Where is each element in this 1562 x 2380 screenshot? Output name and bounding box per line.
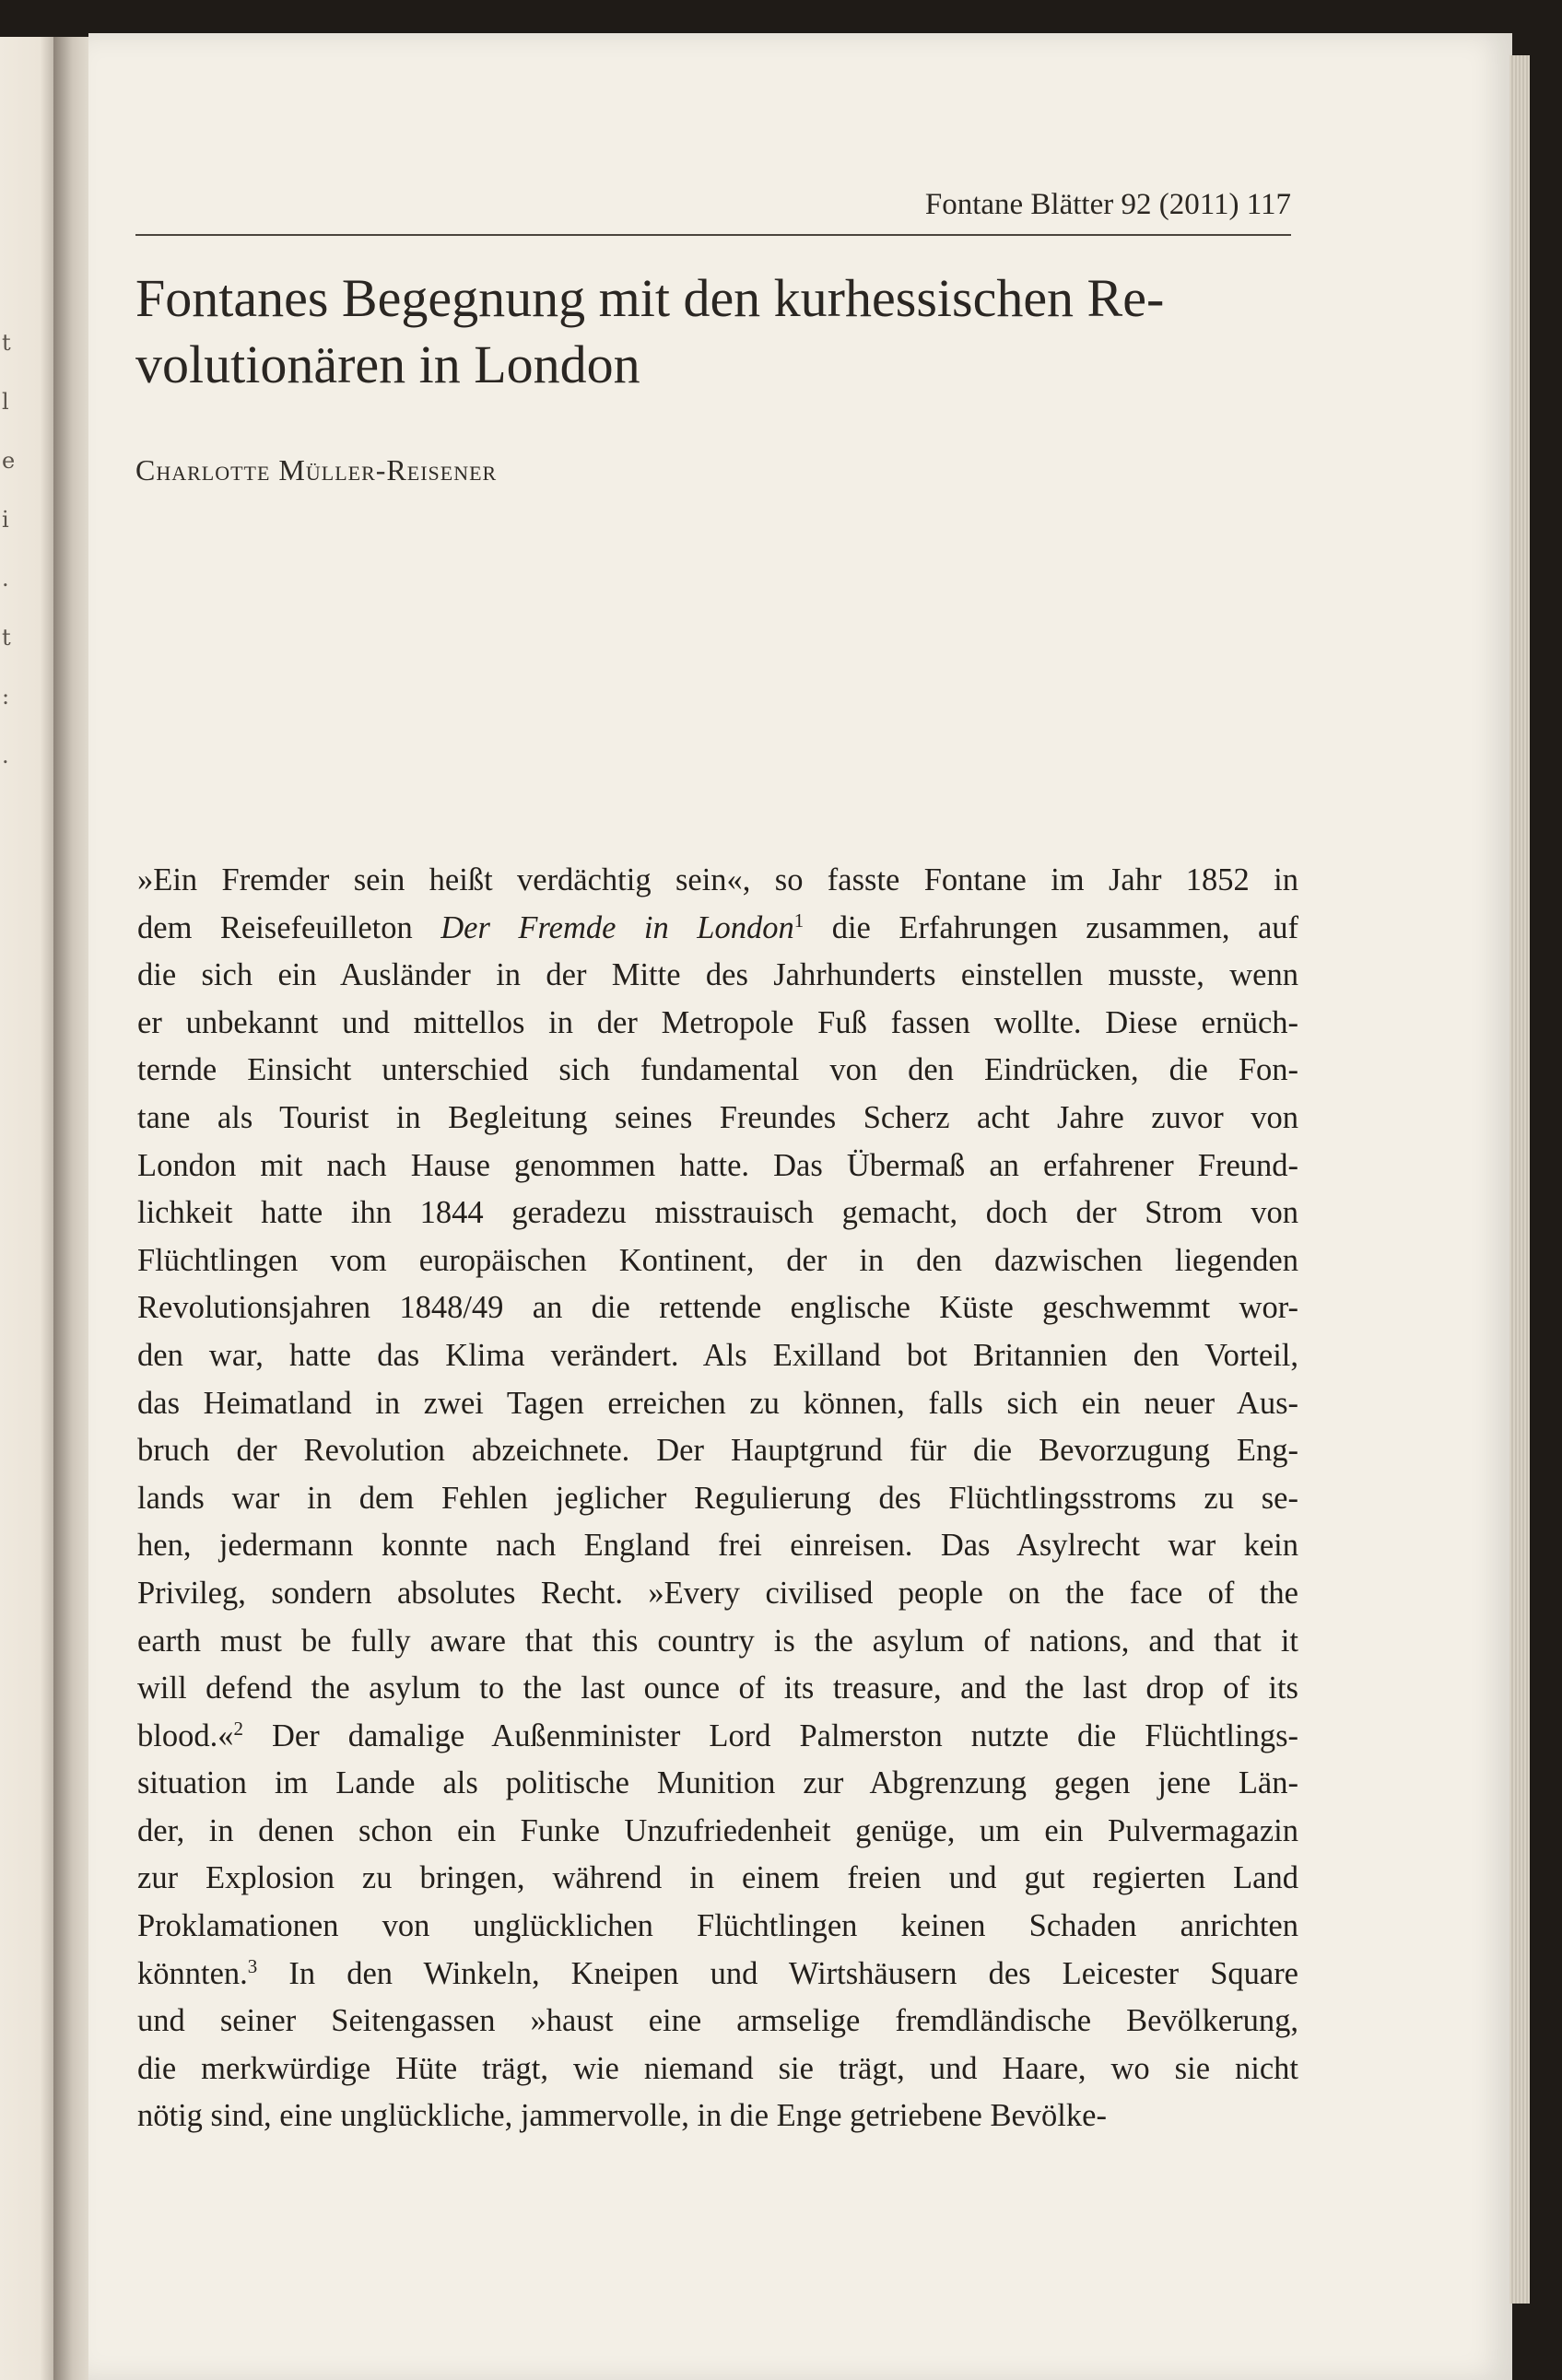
body-line: Proklamationen von unglücklichen Flüchtlingen keinen Schaden anrichten — [137, 1908, 1298, 1944]
running-head: Fontane Blätter 92 (2011) 117 — [924, 188, 1291, 221]
body-line: könnten.$^3$ In den Winkeln, Kneipen und Wirtshäusern des Leicester Square — [137, 1954, 1298, 1991]
page-edges-stack — [1509, 55, 1530, 2304]
body-line: lands war in dem Fehlen jeglicher Regulierung des Flüchtlingsstroms zu se- — [137, 1480, 1298, 1516]
article-title — [135, 265, 1306, 398]
body-line: tane als Tourist in Begleitung seines Freundes Scherz acht Jahre zuvor von — [137, 1099, 1298, 1135]
body-line: die sich ein Ausländer in der Mitte des Jahrhunderts einstellen musste, wenn — [137, 957, 1298, 993]
footnote-marker: 1 — [793, 909, 804, 932]
body-line: lichkeit hatte ihn 1844 geradezu misstrauisch gemacht, doch der Strom von — [137, 1195, 1298, 1231]
body-line: der, in denen schon ein Funke Unzufriedenheit genüge, um ein Pulvermagazin — [137, 1812, 1298, 1848]
body-line: er unbekannt und mittellos in der Metropole Fuß fassen wollte. Diese ernüch- — [137, 1004, 1298, 1040]
footnote-marker: 3 — [247, 1954, 258, 1977]
body-line: Privileg, sondern absolutes Recht. »Every civilised people on the face of the — [137, 1575, 1298, 1611]
title-line: Fontanes Begegnung mit den kurhessischen Re- — [135, 268, 1165, 328]
left-facing-page-edge — [0, 37, 57, 2380]
footnote-marker: 2 — [233, 1717, 243, 1740]
body-line: das Heimatland in zwei Tagen erreichen zu können, falls sich ein neuer Aus- — [137, 1385, 1298, 1421]
body-line: will defend the asylum to the last ounce of its treasure, and the last drop of its — [137, 1671, 1298, 1706]
body-paragraph — [137, 857, 1298, 2140]
header-rule — [135, 234, 1291, 236]
left-page-text-fragments: t l e i . t : . — [2, 330, 16, 768]
body-line: nötig sind, eine unglückliche, jammervolle, in die Enge getriebene Bevölke- — [137, 2098, 1107, 2134]
body-line: die merkwürdige Hüte trägt, wie niemand sie trägt, und Haare, wo sie nicht — [137, 2050, 1298, 2086]
body-line: hen, jedermann konnte nach England frei einreisen. Das Asylrecht war kein — [137, 1528, 1298, 1564]
body-line: earth must be fully aware that this country is the asylum of nations, and that it — [137, 1623, 1298, 1659]
title-line: volutionären in London — [135, 334, 640, 394]
body-line: Revolutionsjahren 1848/49 an die rettende englische Küste geschwemmt wor- — [137, 1290, 1298, 1326]
body-line: zur Explosion zu bringen, während in einem freien und gut regierten Land — [137, 1860, 1298, 1896]
body-line: dem Reisefeuilleton Der Fremde in London$^1$ die Erfahrungen zusammen, auf — [137, 909, 1299, 945]
body-line: »Ein Fremder sein heißt verdächtig sein«, so fasste Fontane im Jahr 1852 in — [137, 862, 1298, 897]
body-line: blood.«$^2$ Der damalige Außenminister Lord Palmerston nutzte die Flüchtlings- — [137, 1717, 1298, 1753]
body-line: bruch der Revolution abzeichnete. Der Hauptgrund für die Bevorzugung Eng- — [137, 1433, 1298, 1469]
author-name: Charlotte Müller-Reisener — [135, 453, 498, 487]
body-line: London mit nach Hause genommen hatte. Das Übermaß an erfahrener Freund- — [137, 1147, 1298, 1183]
body-line: situation im Lande als politische Munition zur Abgrenzung gegen jene Län- — [137, 1765, 1298, 1801]
body-line: den war, hatte das Klima verändert. Als Exilland bot Britannien den Vorteil, — [137, 1337, 1298, 1373]
body-line: und seiner Seitengassen »haust eine armselige fremdländische Bevölkerung, — [137, 2003, 1298, 2039]
body-line: ternde Einsicht unterschied sich fundamental von den Eindrücken, die Fon- — [137, 1052, 1298, 1088]
body-line: Flüchtlingen vom europäischen Kontinent, der in den dazwischen liegenden — [137, 1242, 1298, 1278]
italic-work-title: Der Fremde in London — [440, 909, 794, 945]
